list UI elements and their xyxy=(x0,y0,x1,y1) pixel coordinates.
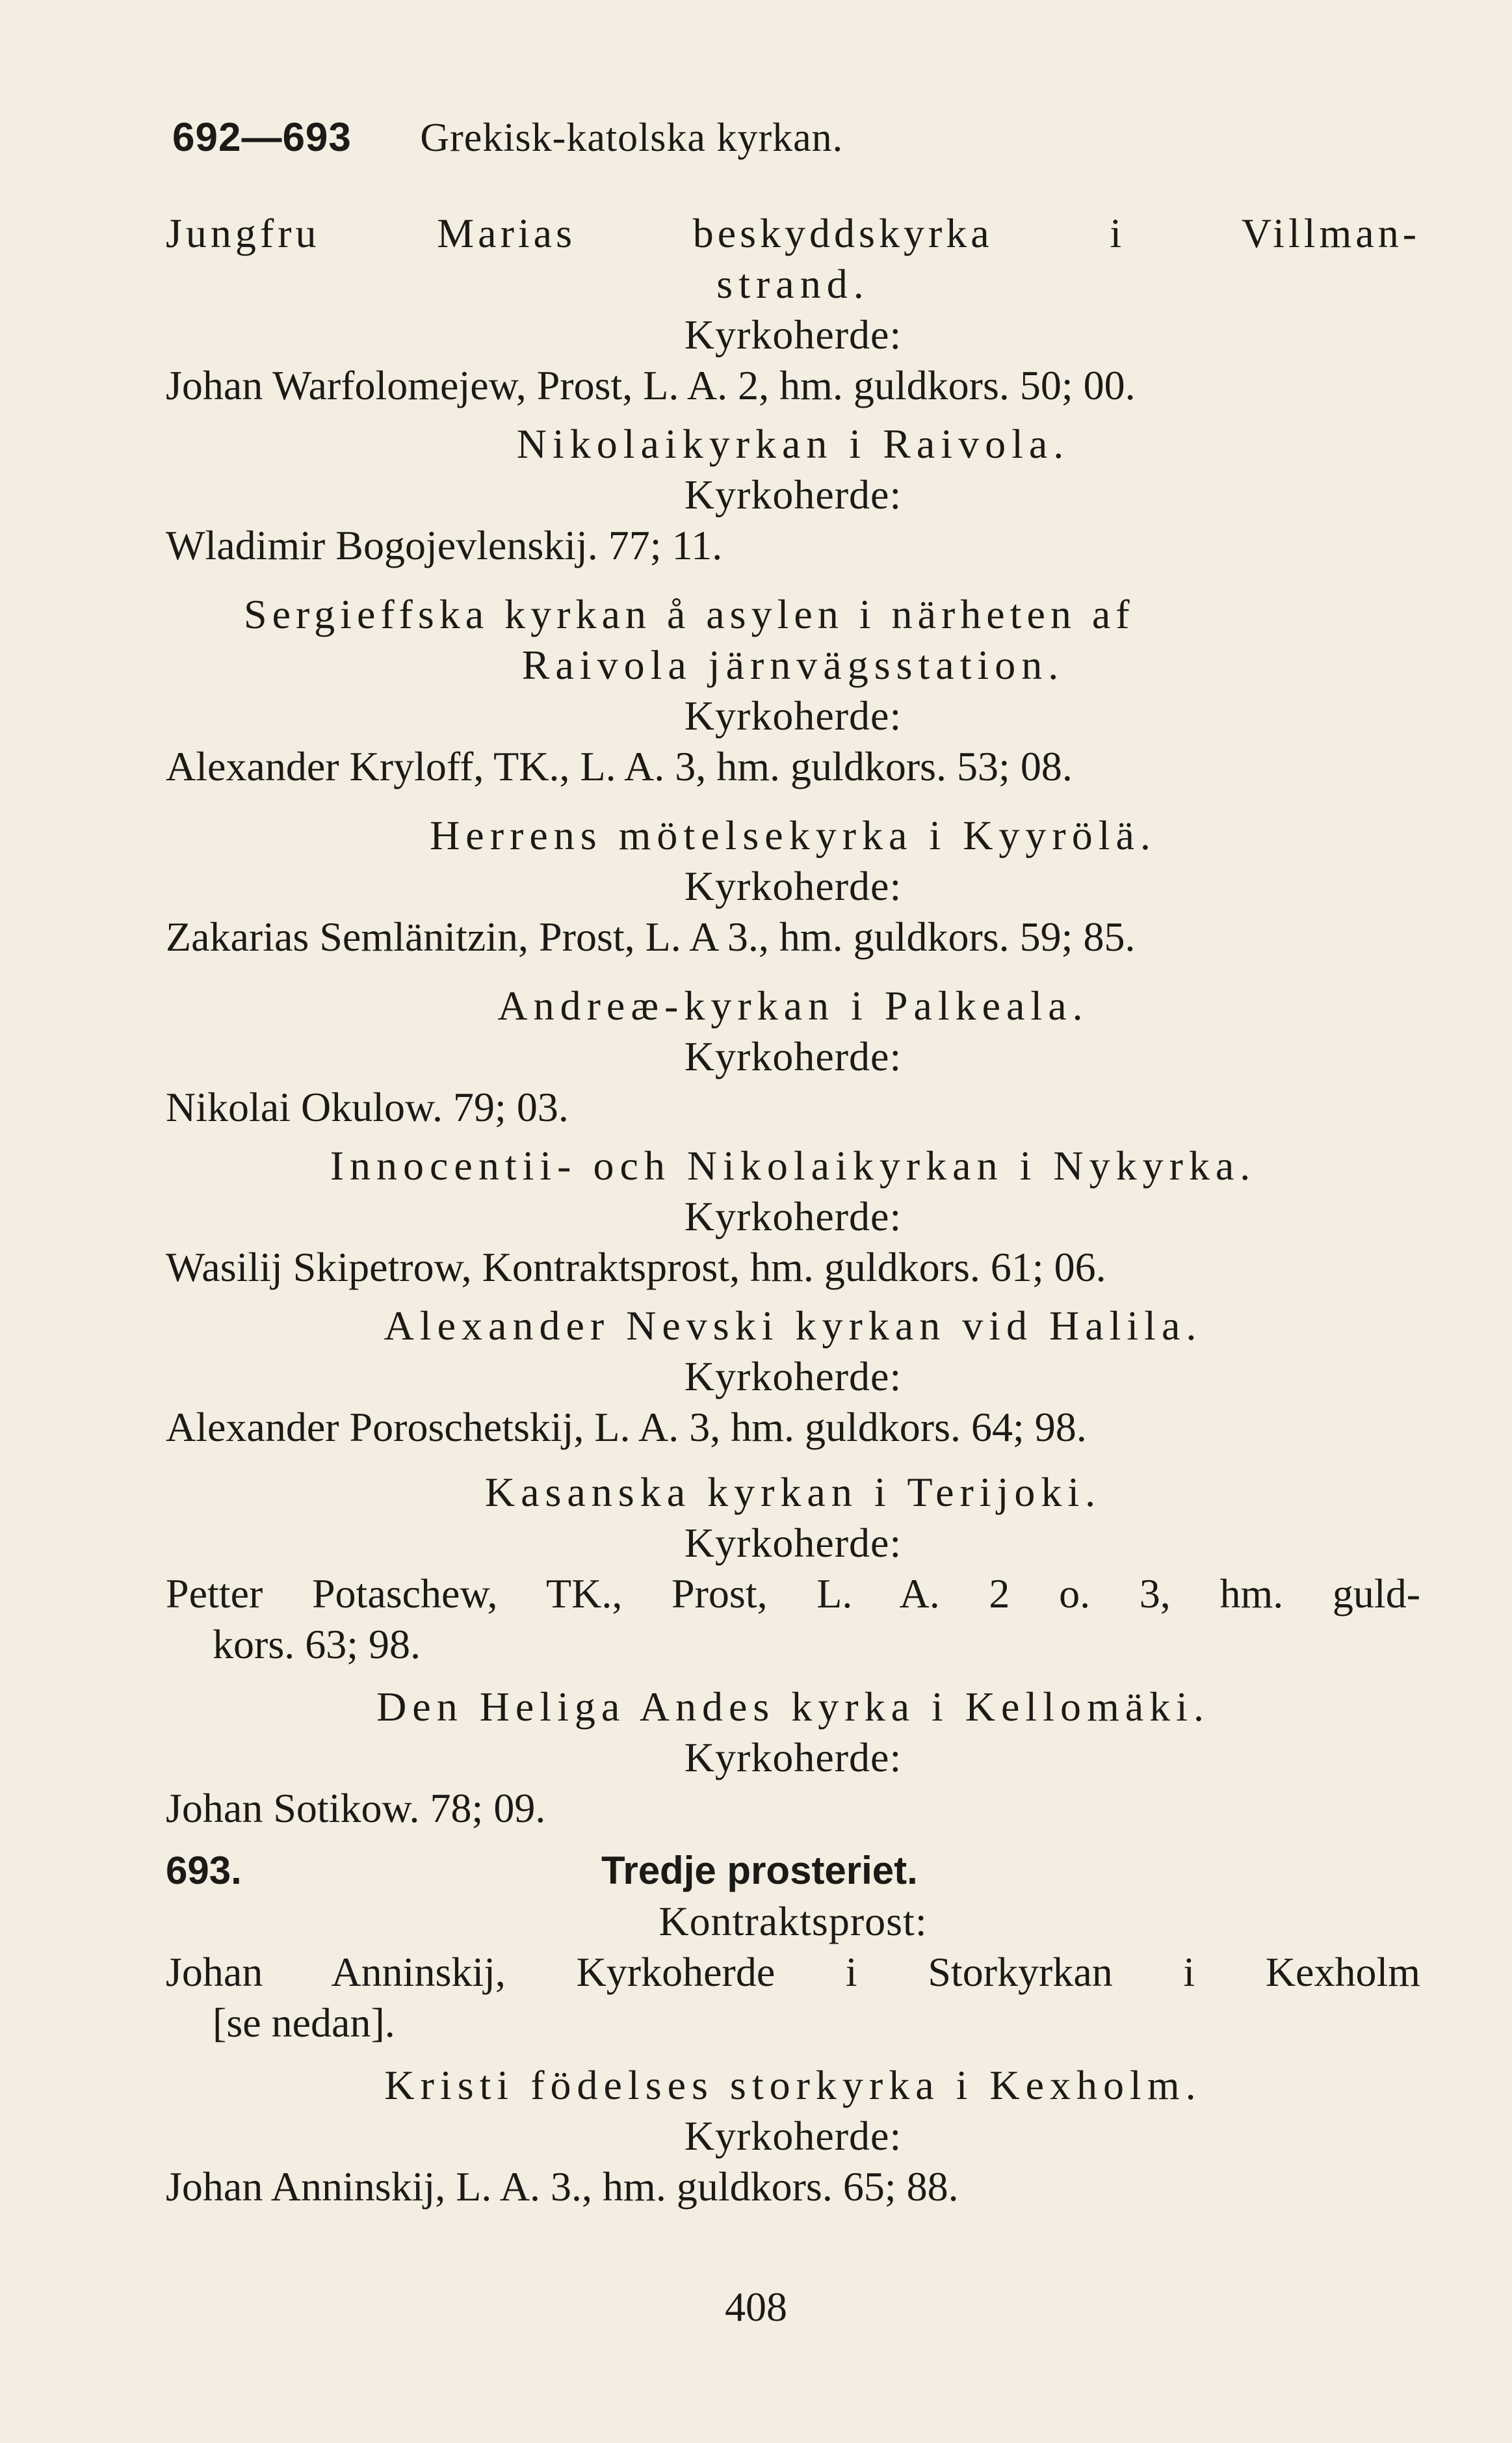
clergy-entry: Johan Anninskij, L. A. 3., hm. guldkors. 65; 88. xyxy=(166,2163,959,2210)
clergy-entry: Zakarias Semlänitzin, Prost, L. A 3., hm. guldkors. 59; 85. xyxy=(166,914,1136,960)
role-label: Kontraktsprost: xyxy=(658,1898,928,1944)
clergy-entry: Wladimir Bogojevlenskij. 77; 11. xyxy=(166,522,723,568)
header-title: Grekisk-katolska kyrkan. xyxy=(420,116,844,160)
church-name: Nikolaikyrkan i Raivola. xyxy=(516,421,1070,467)
clergy-entry-cont: kors. 63; 98. xyxy=(213,1621,421,1667)
clergy-entry: Wasilij Skipetrow, Kontraktsprost, hm. guldkors. 61; 06. xyxy=(166,1244,1106,1290)
page-body xyxy=(166,208,1420,2212)
role-label: Kyrkoherde: xyxy=(684,2113,902,2159)
role-label: Kyrkoherde: xyxy=(684,1520,902,1566)
clergy-entry: Johan Warfolomejew, Prost, L. A. 2, hm. guldkors. 50; 00. xyxy=(166,362,1136,408)
role-label: Kyrkoherde: xyxy=(684,1353,902,1399)
church-name: Jungfru Marias beskyddskyrka i Villman- xyxy=(166,210,1420,256)
church-name-cont: strand. xyxy=(716,261,870,307)
role-label: Kyrkoherde: xyxy=(684,311,902,358)
page-range: 692—693 xyxy=(172,115,352,160)
section-number: 693. xyxy=(166,1849,242,1892)
church-name-cont: Raivola järnvägsstation. xyxy=(521,642,1065,688)
clergy-entry: Alexander Poroschetskij, L. A. 3, hm. guldkors. 64; 98. xyxy=(166,1404,1087,1450)
church-name: Innocentii- och Nikolaikyrkan i Nykyrka. xyxy=(330,1142,1257,1189)
page-number: 408 xyxy=(725,2284,787,2330)
clergy-entry: Petter Potaschew, TK., Prost, L. A. 2 o. 3, hm. guld- xyxy=(166,1570,1420,1617)
church-name: Kristi födelses storkyrka i Kexholm. xyxy=(384,2062,1202,2108)
church-name: Den Heliga Andes kyrka i Kellomäki. xyxy=(376,1684,1210,1730)
role-label: Kyrkoherde: xyxy=(684,1033,902,1079)
role-label: Kyrkoherde: xyxy=(684,863,902,909)
section-heading xyxy=(166,1845,1420,1896)
role-label: Kyrkoherde: xyxy=(684,1193,902,1239)
clergy-entry: Johan Anninskij, Kyrkoherde i Storkyrkan i Kexholm xyxy=(166,1949,1420,1995)
clergy-entry: Johan Sotikow. 78; 09. xyxy=(166,1785,546,1831)
clergy-entry: Nikolai Okulow. 79; 03. xyxy=(166,1084,569,1130)
church-name: Herrens mötelsekyrka i Kyyrölä. xyxy=(430,812,1156,858)
role-label: Kyrkoherde: xyxy=(684,693,902,739)
church-name: Alexander Nevski kyrkan vid Halila. xyxy=(384,1302,1203,1349)
role-label: Kyrkoherde: xyxy=(684,1734,902,1780)
church-name: Sergieffska kyrkan å asylen i närheten af xyxy=(244,591,1135,637)
church-name: Kasanska kyrkan i Terijoki. xyxy=(484,1469,1102,1515)
clergy-entry: Alexander Kryloff, TK., L. A. 3, hm. guldkors. 53; 08. xyxy=(166,743,1073,789)
church-name: Andreæ-kyrkan i Palkeala. xyxy=(497,983,1089,1029)
clergy-entry-cont: [se nedan]. xyxy=(213,2000,395,2046)
role-label: Kyrkoherde: xyxy=(684,471,902,518)
running-header xyxy=(172,112,1407,164)
section-title: Tredje prosteriet. xyxy=(601,1849,918,1892)
